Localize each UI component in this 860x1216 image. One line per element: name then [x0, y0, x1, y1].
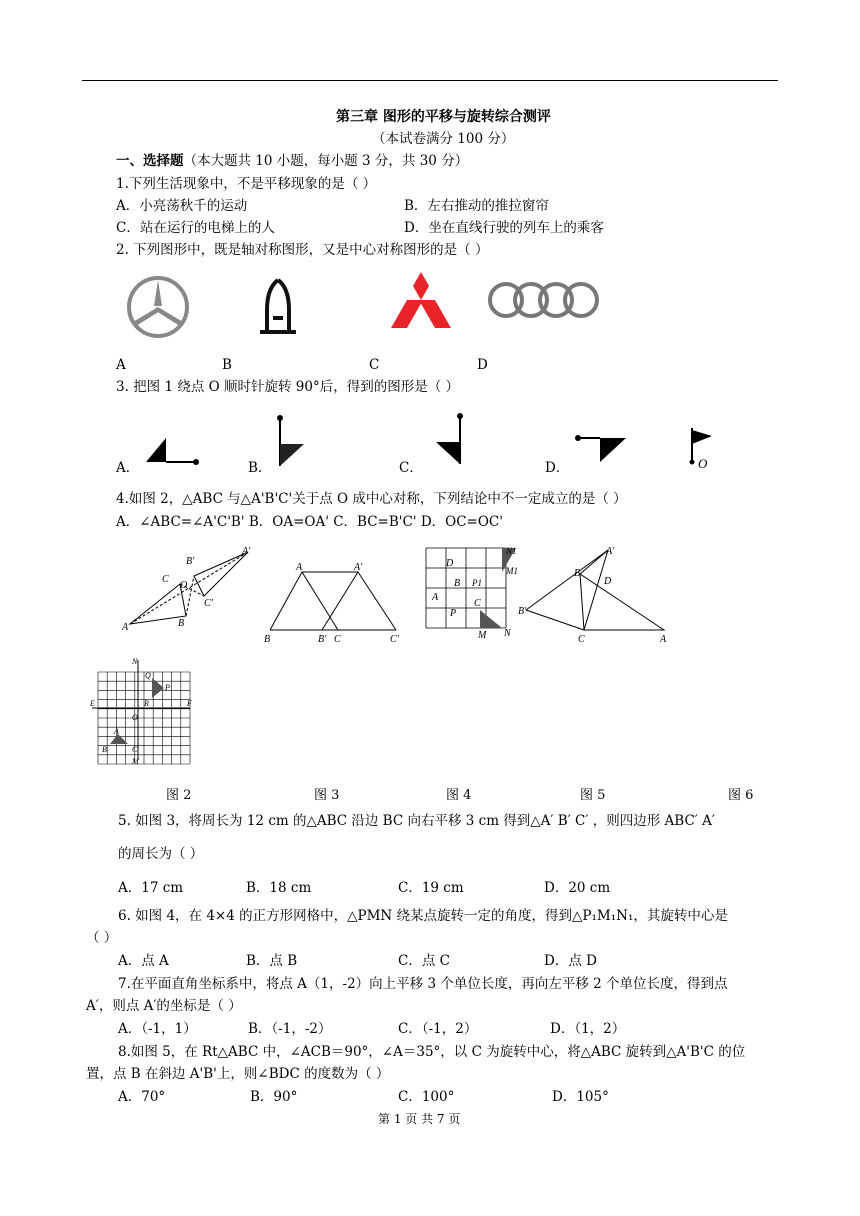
fig4-label-b: B [454, 578, 461, 589]
fig4-label-p: P [450, 608, 457, 619]
fig5-label-d: D [604, 576, 612, 587]
fig4-label-m: M [478, 630, 487, 641]
fig6-label-e: E [90, 699, 95, 708]
q5-option-c: C．19 cm [398, 880, 464, 896]
figure-5 [516, 544, 672, 646]
section-heading [116, 152, 468, 170]
figure-6 [88, 656, 198, 766]
fig3-label-a2: A' [354, 562, 363, 573]
q2-stem: 2. 下列图形中，既是轴对称图形，又是中心对称图形的是（ ） [116, 242, 489, 258]
q7-line1: 7.在平面直角坐标系中，将点 A（1，-2）向上平移 3 个单位长度，再向左平移 2 个单位长度，得到点 [118, 976, 728, 992]
fig6-label-o: O [132, 713, 138, 722]
q3-figure-1 [690, 428, 713, 471]
fig2-label-b: B [178, 618, 185, 629]
fig6-label-b: B [102, 745, 107, 754]
q6-option-c: C．点 C [398, 953, 450, 969]
section-desc: （本大题共 10 小题，每小题 3 分，共 30 分） [183, 153, 469, 169]
q7-option-d: D．（1，2） [550, 1021, 626, 1037]
fig3-label-c2: C' [390, 634, 399, 644]
fig4-label-d: D [446, 558, 454, 569]
figure-label-5: 图 5 [580, 788, 606, 803]
q6-option-a: A．点 A [118, 953, 169, 969]
fig3-label-c: C [334, 634, 341, 644]
q6-line2: （ ） [86, 930, 118, 946]
q8-line2: 置，点 B 在斜边 A'B'上，则∠BDC 的度数为（ ） [86, 1066, 390, 1082]
q1-option-d: D．坐在直线行驶的列车上的乘客 [404, 220, 604, 236]
fig4-label-c: C [474, 598, 481, 609]
page-subtitle: （本试卷满分 100 分） [372, 131, 515, 147]
fig4-label-n1: N1 [506, 546, 517, 556]
fig3-label-b: B [264, 634, 271, 644]
section-title: 一、选择题 [116, 153, 184, 169]
figure-label-6: 图 6 [728, 788, 754, 803]
fig4-label-n: N [504, 628, 511, 639]
fig2-label-c2: C' [204, 598, 213, 609]
logo-d [490, 284, 597, 316]
fig5-label-b: B [574, 568, 581, 579]
q8-option-b: B．90° [250, 1089, 298, 1105]
q8-option-a: A．70° [118, 1089, 166, 1105]
q3-stem: 3. 把图 1 绕点 O 顺时针旋转 90°后，得到的图形是（ ） [116, 379, 460, 395]
fig2-label-a: A [122, 622, 129, 633]
q3-o-label: O [698, 456, 708, 471]
figure-label-2: 图 2 [166, 788, 192, 803]
q7-option-b: B．（-1，-2） [248, 1021, 332, 1037]
figure-2 [122, 546, 254, 636]
q5-line1: 5. 如图 3，将周长为 12 cm 的△ABC 沿边 BC 向右平移 3 cm 得到△A′ B′ C′ ，则四边形 ABC′ A′ [118, 813, 715, 829]
q5-line2: 的周长为（ ） [118, 846, 204, 862]
q7-option-a: A．（-1，1） [118, 1021, 197, 1037]
fig2-label-b2: B' [186, 556, 195, 567]
q6-line1: 6. 如图 4，在 4×4 的正方形网格中，△PMN 绕某点旋转一定的角度，得到△P₁M₁N₁，其旋转中心是 [118, 908, 728, 924]
q1-option-c: C．站在运行的电梯上的人 [116, 220, 275, 236]
fig3-label-a: A [296, 562, 303, 573]
q3-label-a: A． [116, 460, 140, 476]
page-number: 第 1 页 共 7 页 [378, 1112, 461, 1126]
logo-b [260, 280, 296, 332]
header-rule [82, 80, 778, 81]
logo-c [381, 272, 451, 328]
q3-label-c: C． [399, 460, 423, 476]
q7-option-c: C．（-1，2） [398, 1021, 478, 1037]
logo-a [129, 278, 187, 336]
fig2-label-o: O [180, 580, 188, 591]
q6-option-d: D．点 D [544, 953, 597, 969]
q1-option-a: A．小亮荡秋千的运动 [116, 198, 248, 214]
figure-4 [420, 544, 524, 644]
q3-label-d: D． [545, 460, 570, 476]
q4-options: A．∠ABC=∠A'C'B' B．OA=OA' C．BC=B'C' D．OC=OC' [116, 514, 503, 530]
fig5-label-c: C [578, 634, 585, 645]
fig2-label-c: C [162, 574, 169, 585]
fig6-label-f: F [187, 699, 192, 708]
figure-label-3: 图 3 [314, 788, 340, 803]
fig6-label-p: P [165, 683, 170, 692]
q8-line1: 8.如图 5，在 Rt△ABC 中，∠ACB＝90°，∠A＝35°，以 C 为旋转中心，将△ABC 旋转到△A'B'C 的位 [118, 1044, 746, 1060]
q7-line2: A′，则点 A′的坐标是（ ） [86, 998, 242, 1014]
q8-option-d: D．105° [552, 1089, 609, 1105]
q2-label-d: D [477, 357, 488, 373]
fig6-label-a: A [114, 727, 119, 736]
figure-3 [262, 560, 408, 644]
q3-figure-b [277, 415, 304, 466]
q2-label-c: C [369, 357, 380, 373]
fig6-label-r: R [144, 699, 149, 708]
q3-figure-d [575, 435, 626, 462]
fig6-label-m: M [132, 757, 139, 766]
q6-option-b: B．点 B [246, 953, 298, 969]
fig2-label-a2: A' [242, 546, 251, 557]
q3-label-b: B． [248, 460, 272, 476]
fig5-label-b2: B' [518, 606, 527, 617]
fig4-label-m1: M1 [506, 566, 518, 576]
fig6-label-n: N [132, 657, 138, 666]
fig5-label-a: A [660, 634, 667, 645]
q5-option-a: A．17 cm [118, 880, 184, 896]
fig6-label-q: Q [145, 671, 151, 680]
q2-label-b: B [222, 357, 232, 373]
q5-option-b: B．18 cm [246, 880, 312, 896]
fig3-label-b2: B' [318, 634, 327, 644]
fig6-label-c: C [132, 745, 138, 754]
q5-option-d: D．20 cm [544, 880, 611, 896]
fig5-label-a2: A' [606, 546, 615, 557]
figure-label-4: 图 4 [446, 788, 472, 803]
fig4-label-a: A [432, 592, 439, 603]
q1-option-b: B．左右推动的推拉窗帘 [404, 198, 549, 214]
q3-figure-c [436, 413, 463, 464]
q2-label-a: A [116, 357, 126, 373]
q4-stem: 4.如图 2，△ABC 与△A'B'C'关于点 O 成中心对称，下列结论中不一定成立的是（ ） [116, 491, 627, 507]
fig4-label-p1: P1 [472, 578, 482, 588]
q1-stem: 1.下列生活现象中，不是平移现象的是（ ） [116, 176, 377, 192]
page-title: 第三章 图形的平移与旋转综合测评 [336, 109, 551, 125]
q3-figure-a [146, 438, 199, 465]
q8-option-c: C．100° [398, 1089, 455, 1105]
q2-logo-images [120, 270, 600, 338]
q3-option-figures [130, 408, 730, 474]
